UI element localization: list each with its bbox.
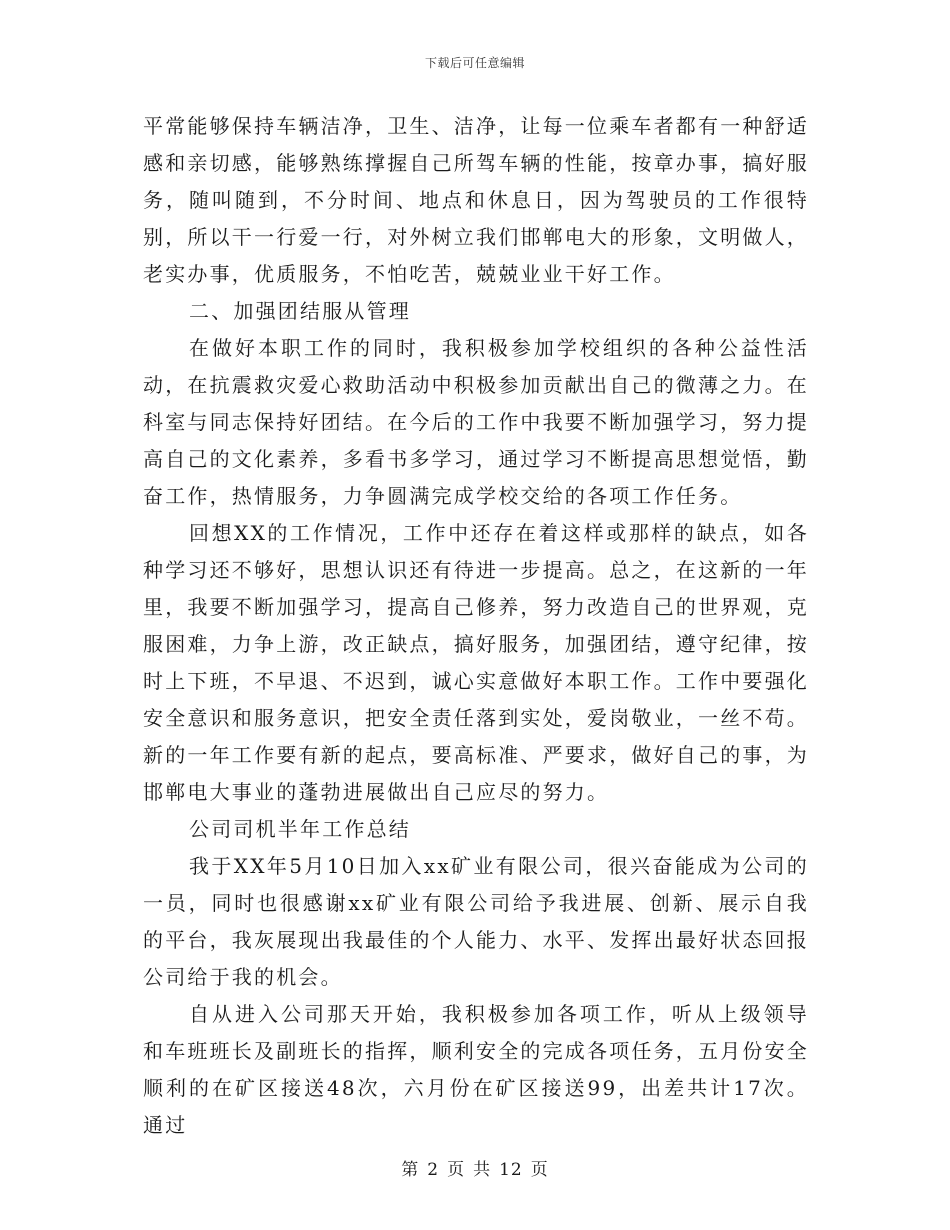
paragraph-work-record: 自从进入公司那天开始，我积极参加各项工作，听从上级领导和车班班长及副班长的指挥，顺利安全的完成各项任务，五月份安全顺利的在矿区接送48次，六月份在矿区接送99，出差共计17次。通过 (143, 1002, 809, 1137)
current-page-number: 2 (427, 1160, 440, 1180)
paragraph-joining-company: 我于XX年5月10日加入xx矿业有限公司，很兴奋能成为公司的一员，同时也很感谢xx矿业有限公司给予我进展、创新、展示自我的平台，我灰展现出我最佳的个人能力、水平、发挥出最好状态回报公司给于我的机会。 (143, 854, 809, 989)
page-label-prefix: 第 (401, 1160, 420, 1180)
paragraph-continuation: 平常能够保持车辆洁净，卫生、洁净，让每一位乘车者都有一种舒适感和亲切感，能够熟练撑握自己所驾车辆的性能，按章办事，搞好服务，随叫随到，不分时间、地点和休息日，因为驾驶员的工作很特别，所以干一行爱一行，对外树立我们邯郸电大的形象，文明做人，老实办事，优质服务，不怕吃苦，兢兢业业干好工作。 (143, 114, 809, 286)
page-label-mid1: 页 (447, 1160, 466, 1180)
paragraph-review: 回想XX的工作情况，工作中还存在着这样或那样的缺点，如各种学习还不够好，思想认识还有待进一步提高。总之，在这新的一年里，我要不断加强学习，提高自己修养，努力改造自己的世界观，克服困难，力争上游，改正缺点，搞好服务，加强团结，遵守纪律，按时上下班，不早退、不迟到，诚心实意做好本职工作。工作中要强化安全意识和服务意识，把安全责任落到实处，爱岗敬业，一丝不苟。新的一年工作要有新的起点，要高标准、严要求，做好自己的事，为邯郸电大事业的蓬勃进展做出自己应尽的努力。 (143, 521, 809, 804)
paragraph-public-activities: 在做好本职工作的同时，我积极参加学校组织的各种公益性活动，在抗震救灾爱心救助活动中积极参加贡献出自己的微薄之力。在科室与同志保持好团结。在今后的工作中我要不断加强学习，努力提高自己的文化素养，多看书多学习，通过学习不断提高思想觉悟，勤奋工作，热情服务，力争圆满完成学校交给的各项工作任务。 (143, 336, 809, 508)
total-page-count: 12 (499, 1160, 523, 1180)
section-heading-summary-title: 公司司机半年工作总结 (189, 817, 411, 841)
page-number-footer (0, 1155, 950, 1180)
page-label-suffix: 页 (530, 1160, 549, 1180)
page-label-mid2: 共 (473, 1160, 492, 1180)
document-body (143, 108, 809, 1144)
page-header-note: 下载后可任意编辑 (424, 56, 525, 70)
section-heading-unity: 二、加强团结服从管理 (189, 299, 411, 323)
